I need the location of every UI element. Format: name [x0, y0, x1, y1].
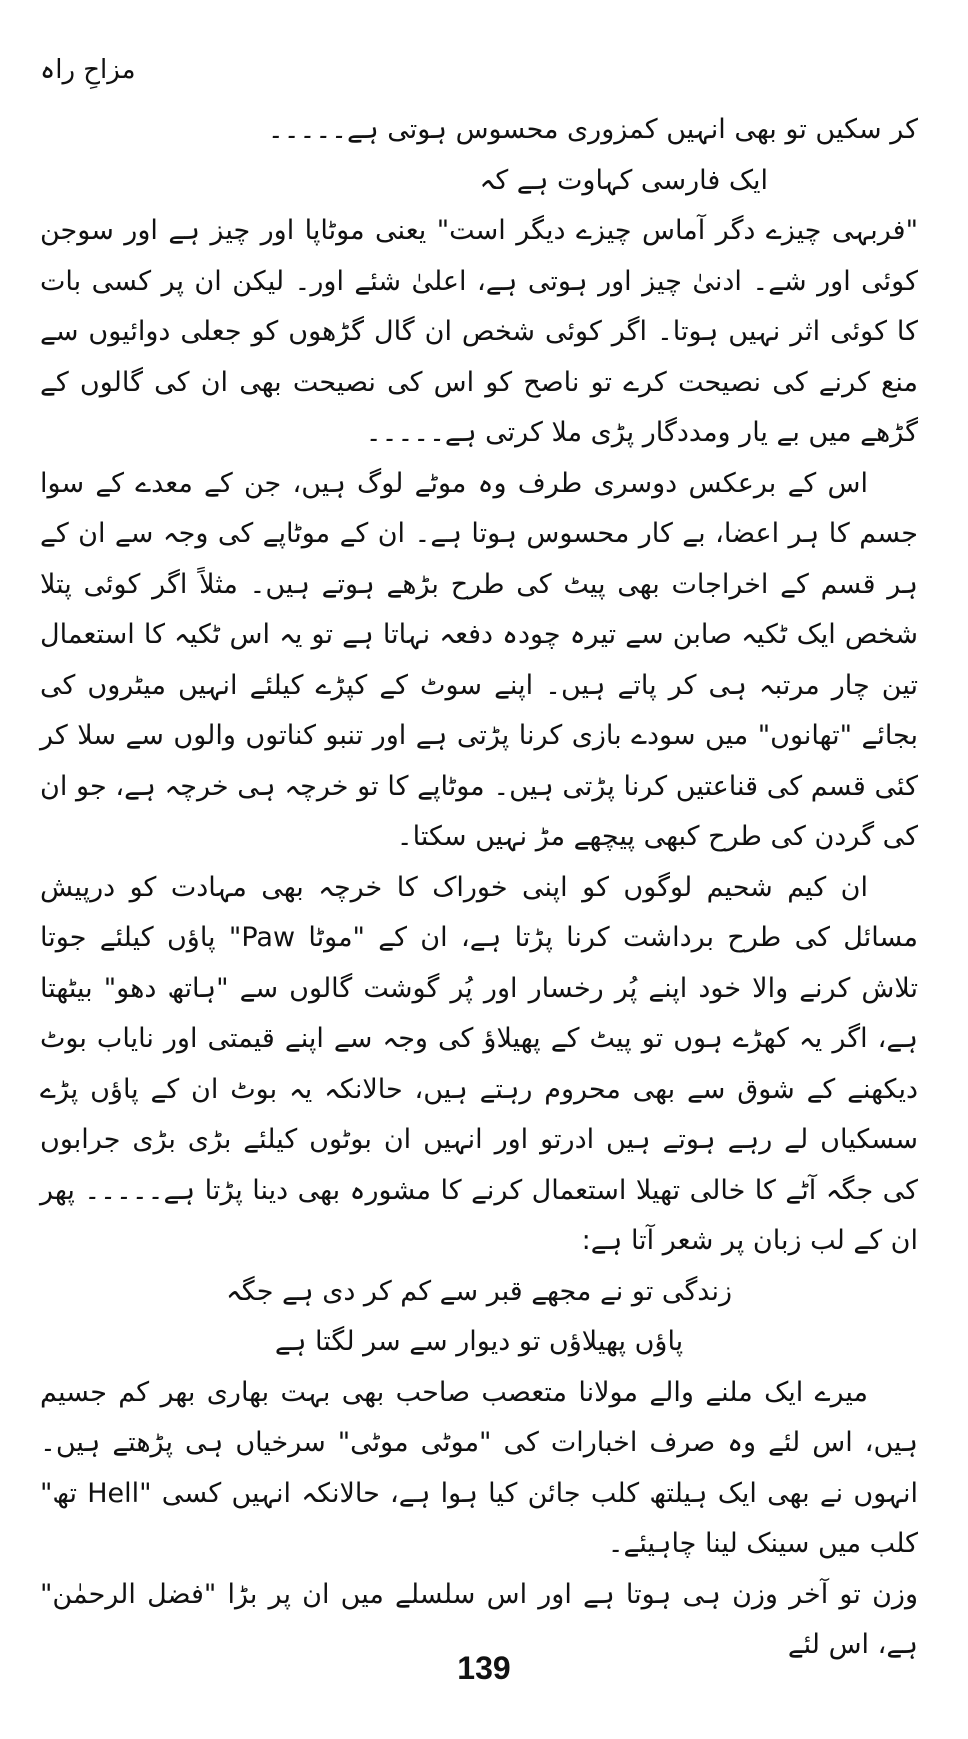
verse-line-1: زندگی تو نے مجھے قبر سے کم کر دی ہے جگہ — [225, 1275, 733, 1307]
paragraph-maulana: میرے ایک ملنے والے مولانا متعصب صاحب بھی بہت بھاری بھر کم جسیم ہیں، اس لئے وہ صرف اخبارات کی "موٹی موٹی" سرخیاں ہی پڑھتے ہیں۔ انہوں نے بھی ایک ہیلتھ کلب جائن کیا ہوا ہے، حالانکہ انہیں کسی "Hell تھ" کلب میں سینک لینا چاہیئے۔ — [40, 1376, 918, 1559]
paragraph-expenses: ان کیم شحیم لوگوں کو اپنی خوراک کا خرچہ بھی مہادت کو درپیش مسائل کی طرح برداشت کرنا پڑتا ہے، ان کے "موٹا Paw" پاؤں کیلئے جوتا تلاش کرنے والا خود اپنے پُر رخسار اور پُر گوشت گالوں سے "ہاتھ دھو" بیٹھتا ہے، اگر یہ کھڑے ہوں تو پیٹ کے پھیلاؤ کی وجہ سے اپنے قیمتی اور نایاب بوٹ دیکھنے کے شوق سے بھی محروم رہتے ہیں، حالانکہ یہ بوٹ ان کے پاؤں پڑے سسکیاں لے رہے ہوتے ہیں ادرتو اور انہیں ان بوٹوں کیلئے بڑی بڑی جرابوں کی جگہ آٹے کا خالی تھیلا استعمال کرنے کا مشورہ بھی دینا پڑتا ہے۔۔۔۔۔ پھر ان کے لب زبان پر شعر آتا ہے: — [40, 871, 919, 1256]
page-number: 139 — [457, 1650, 511, 1686]
paragraph-proverb: "فربہی چیزے دگر آماس چیزے دیگر است" یعنی موٹاپا اور چیز ہے اور سوجن کوئی اور شے۔ ادنیٰ چیز اور ہوتی ہے، اعلیٰ شئے اور۔ لیکن ان پر کسی بات کا کوئی اثر نہیں ہوتا۔ اگر کوئی شخص ان گال گڑھوں کو جعلی دوائیوں سے منع کرنے کی نصیحت کرے تو ناصح کو اس کی نصیحت بھی ان کی گالوں کے گڑھے میں بے یار ومددگار پڑی ملا کرتی ہے۔۔۔۔۔ — [40, 215, 918, 448]
running-header: مزاحِ راہ — [40, 55, 136, 85]
paragraph-weight: وزن تو آخر وزن ہی ہوتا ہے اور اس سلسلے میں ان پر بڑا "فضل الرحمٰن" ہے، اس لئے — [40, 1578, 918, 1660]
paragraph-fat-people: اس کے برعکس دوسری طرف وہ موٹے لوگ ہیں، جن کے معدے کے سوا جسم کا ہر اعضا، بے کار محسوس ہوتا ہے۔ ان کے موٹاپے کی وجہ سے ان کے ہر قسم کے اخراجات بھی پیٹ کی طرح بڑھے ہوتے ہیں۔ مثلاً اگر کوئی پتلا شخص ایک ٹکیہ صابن سے تیرہ چودہ دفعہ نہاتا ہے تو یہ اس ٹکیہ کا استعمال تین چار مرتبہ ہی کر پاتے ہیں۔ اپنے سوٹ کے کپڑے کیلئے انہیں میٹروں کی بجائے "تھانوں" میں سودے بازی کرنا پڑتی ہے اور تنبو کناتوں والوں سے سلا کر کئی قسم کی قناعتیں کرنا پڑتی ہیں۔ موٹاپے کا تو خرچہ ہی خرچہ ہے، جو ان کی گردن کی طرح کبھی پیچھے مڑ نہیں سکتا۔ — [40, 467, 918, 852]
verse-line-2: پاؤں پھیلاؤں تو دیوار سے سر لگتا ہے — [274, 1326, 684, 1357]
paragraph-proverb-intro: ایک فارسی کہاوت ہے کہ — [479, 164, 768, 196]
paragraph-continuation: کر سکیں تو بھی انہیں کمزوری محسوس ہوتی ہے۔۔۔۔۔ — [267, 114, 918, 145]
page-body — [40, 105, 918, 1671]
